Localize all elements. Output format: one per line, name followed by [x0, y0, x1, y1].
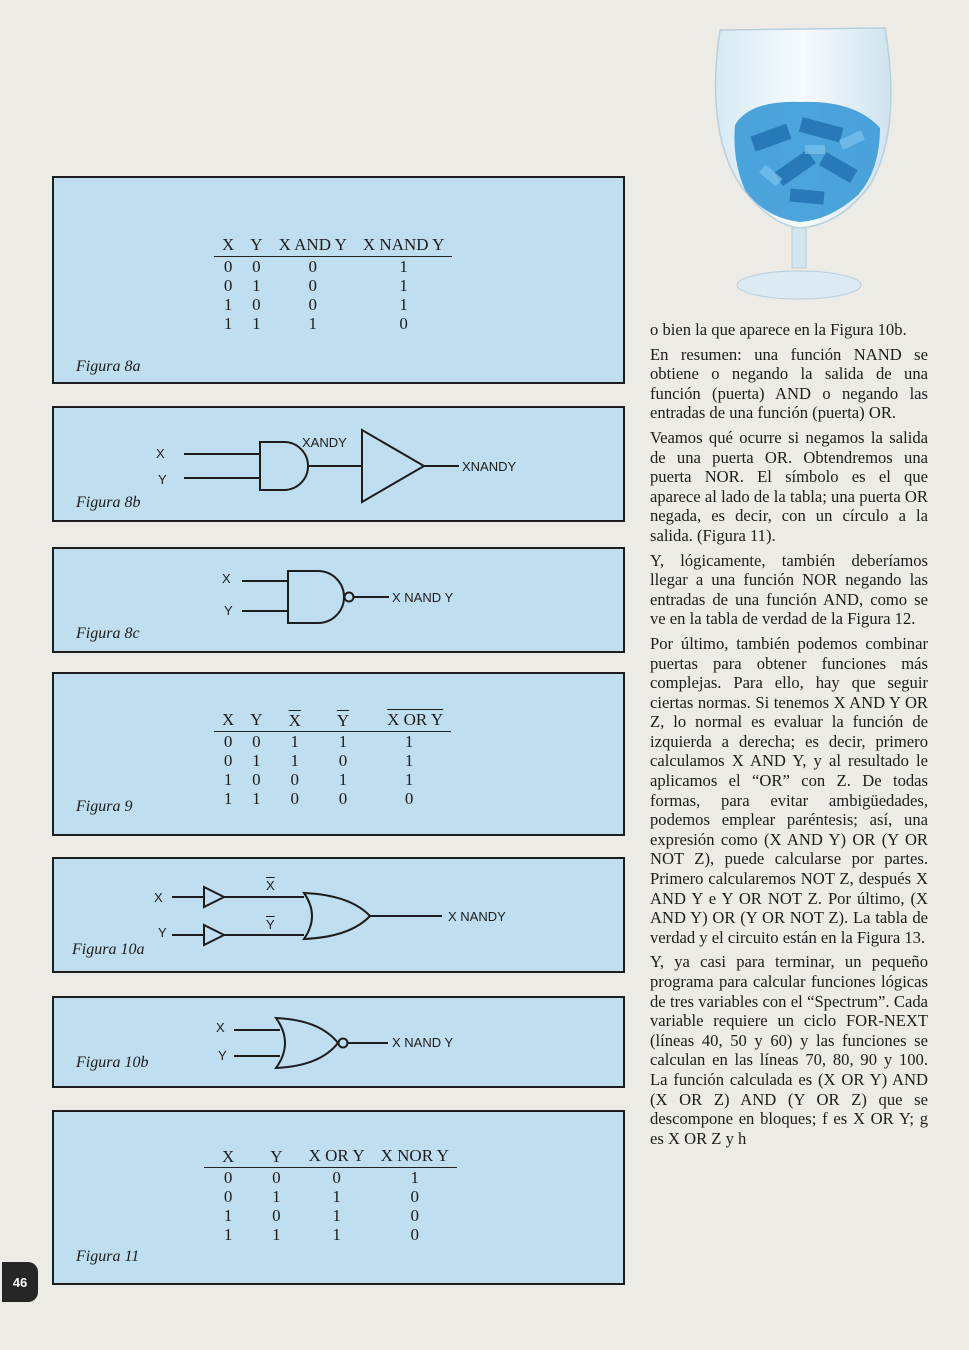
input-y-label: Y	[158, 472, 167, 487]
figure-11-panel	[52, 1110, 625, 1285]
table-row: 1 1 1 0	[223, 314, 408, 333]
truth-table-8a	[214, 235, 452, 333]
table-row: 0 0 0 1	[223, 257, 408, 276]
input-x-label: X	[154, 890, 163, 905]
input-x-label: X	[156, 446, 165, 461]
inverted-x-label: $\overline{X}$	[266, 878, 275, 893]
table-row: 1 1 1 0	[223, 1225, 420, 1244]
paragraph: o bien la que aparece en la Figura 10b.	[650, 320, 907, 339]
figure-label: Figura 10b	[76, 1054, 149, 1071]
figure-label: Figura 9	[76, 798, 133, 815]
figure-8c-panel	[52, 547, 625, 653]
table-row: 1 0 1 0	[223, 1206, 420, 1225]
truth-table-9	[214, 710, 451, 808]
column-header: X AND Y	[271, 235, 355, 257]
input-y-label: Y	[158, 925, 167, 940]
paragraph: Veamos qué ocurre si negamos la salida de una puerta OR. Obtendremos una puerta NOR. El símbolo es el que aparece al lado de la tabla; una puerta OR negada, es decir, con un círculo a la salida. (Figura 11).	[650, 427, 928, 545]
body-text-column	[650, 320, 928, 1153]
table-row: 0 1 1 0 1	[223, 751, 414, 770]
table-header-row	[214, 710, 451, 732]
inverted-y-label: $\overline{Y}$	[266, 917, 275, 932]
column-header: X OR Y	[301, 1146, 373, 1168]
table-row: 1 1 0 0 0	[223, 789, 414, 808]
column-header: X	[204, 1146, 252, 1168]
paragraph: En resumen: una función NAND se obtiene o negando la salida de una función (puerta) AND o negando las entradas de una función (puerta) OR.	[650, 344, 928, 423]
table-header-row	[204, 1146, 457, 1168]
output-label: X NAND Y	[392, 1035, 454, 1050]
column-header: X OR Y	[367, 710, 451, 732]
table-row: 0 0 0 1	[223, 1168, 420, 1187]
figure-8b-panel	[52, 406, 625, 522]
output-label: X NAND Y	[392, 590, 454, 605]
input-y-label: Y	[218, 1048, 227, 1063]
table-row: 1 0 0 1	[223, 295, 408, 314]
page-number: 46	[2, 1262, 38, 1302]
nand-gate-diagram	[54, 998, 623, 1086]
figure-label: Figura 10a	[72, 941, 145, 958]
output-label: X NANDY	[448, 909, 506, 924]
figure-10b-panel	[52, 996, 625, 1088]
column-header: X NAND Y	[355, 235, 453, 257]
paragraph: Y, ya casi para terminar, un pequeño programa para calcular funciones lógicas de tres variables con el “Spectrum”. Cada variable requiere un ciclo FOR-NEXT (líneas 40, 50 y 60) y las funciones se calculan en las líneas 70, 80, 90 y 100. La función calculada es (X OR Y) AND (X OR Z) AND (Y OR Z) que se descompone en bloques; f es X OR Y; g es X OR Z y h	[650, 952, 928, 1148]
column-header: $\overline{X}$	[271, 710, 319, 732]
column-header: X	[214, 235, 242, 257]
column-header: $\overline{Y}$	[319, 710, 367, 732]
column-header: Y	[252, 1146, 300, 1168]
figure-label: Figura 8a	[76, 358, 141, 375]
figure-10a-panel	[52, 857, 625, 973]
truth-table-11	[204, 1146, 457, 1244]
table-row: 0 1 1 0	[223, 1187, 420, 1206]
input-x-label: X	[216, 1020, 225, 1035]
input-y-label: Y	[224, 603, 233, 618]
table-row: 0 1 0 1	[223, 276, 408, 295]
intermediate-label: XANDY	[302, 435, 347, 450]
glass-of-chips-photo	[680, 10, 930, 310]
input-x-label: X	[222, 571, 231, 586]
paragraph: Por último, también podemos combinar puertas para obtener funciones más complejas. Para ello, hay que seguir ciertas normas. Si tenemos X AND Y OR Z, lo normal es evaluar la función de izquierda a derecha; es decir, primero calculamos X AND Y, y al resultado le aplicamos el “OR” con Z. De todas formas, para evitar ambigüedades, podemos emplear paréntesis; así, una expresión como (X AND Y) OR (Y OR NOT Z), puede calcularse por partes. Primero calcularemos NOT Z, después X AND Y e Y OR NOT Z. Por último, (X AND Y) OR (Y OR NOT Z). La tabla de verdad y el circuito están en la Figura 13.	[650, 633, 928, 947]
output-label: XNANDY	[462, 459, 517, 474]
table-header-row	[214, 235, 452, 257]
column-header: X	[214, 710, 242, 732]
figure-label: Figura 8b	[76, 494, 141, 511]
figure-9-panel	[52, 672, 625, 836]
column-header: Y	[242, 235, 270, 257]
paragraph: Y, lógicamente, también deberíamos llegar a una función NOR negando las entradas de una función AND, como se ve en la tabla de verdad de la Figura 12.	[650, 550, 928, 629]
column-header: X NOR Y	[373, 1146, 457, 1168]
table-row: 0 0 1 1 1	[223, 732, 414, 751]
column-header: Y	[242, 710, 270, 732]
figure-label: Figura 8c	[76, 625, 140, 642]
table-row: 1 0 0 1 1	[223, 770, 414, 789]
figure-label: Figura 11	[76, 1248, 140, 1265]
figure-8a-panel	[52, 176, 625, 384]
